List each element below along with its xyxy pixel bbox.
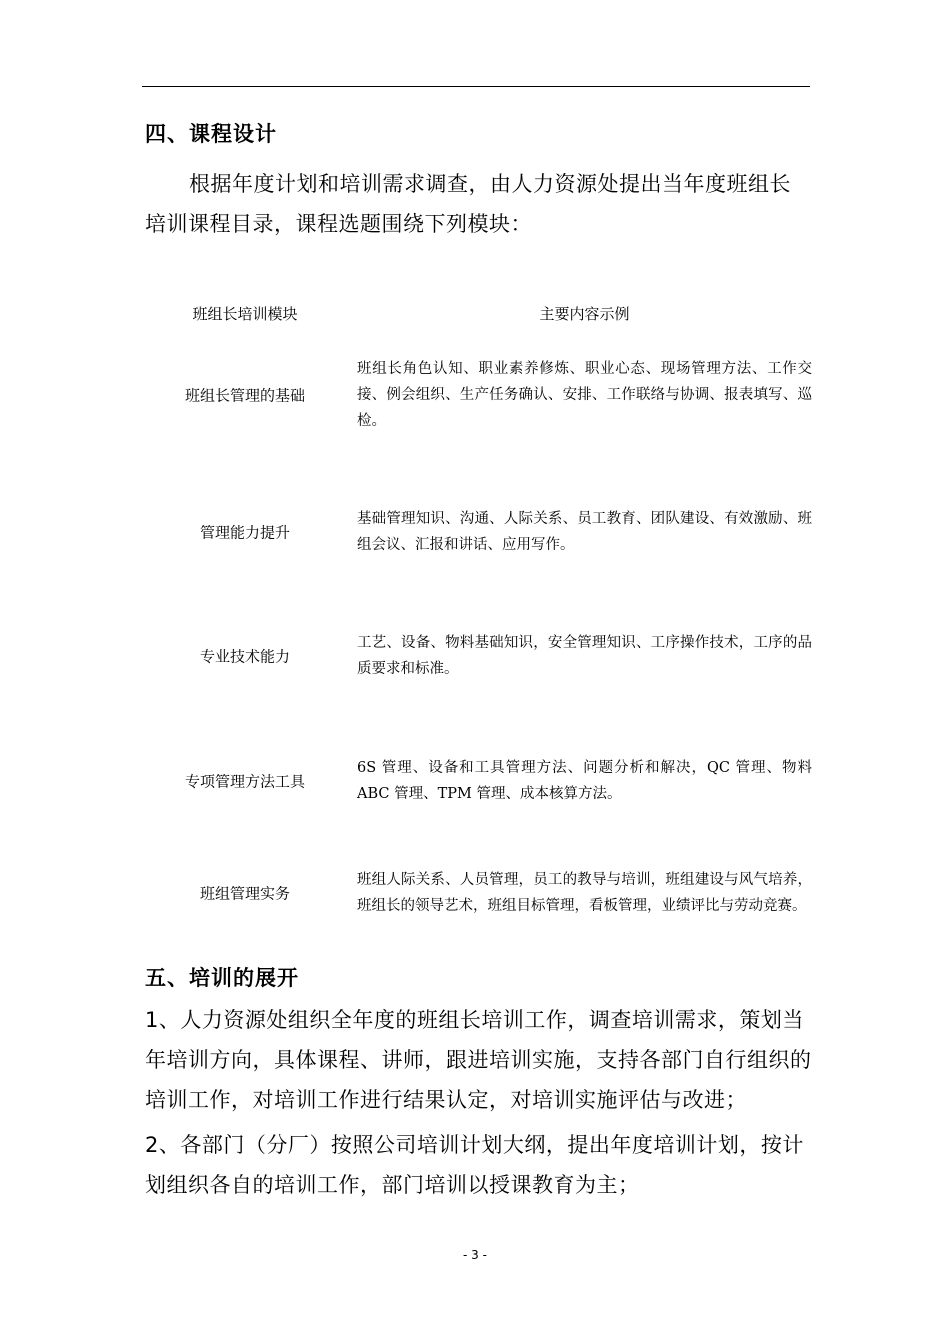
row-content: 工艺、设备、物料基础知识，安全管理知识、工序操作技术，工序的品质要求和标准。	[357, 635, 812, 677]
row-content: 班组人际关系、人员管理，员工的教导与培训，班组建设与风气培养，班组长的领导艺术，班组目标管理，看板管理，业绩评比与劳动竞赛。	[357, 872, 812, 914]
section4-intro	[145, 164, 813, 244]
section5-item-2: 2、各部门（分厂）按照公司培训计划大纲，提出年度培训计划，按计划组织各自的培训工作，部门培训以授课教育为主；	[145, 1133, 804, 1197]
table-row	[145, 853, 813, 933]
row-module: 管理能力提升	[199, 523, 290, 542]
section4-heading: 四、课程设计	[145, 122, 277, 146]
table-row	[145, 355, 813, 435]
section5-item-1: 1、人力资源处组织全年度的班组长培训工作，调查培训需求，策划当年培训方向，具体课程、讲师，跟进培训实施，支持各部门自行组织的培训工作，对培训工作进行结果认定，对培训实施评估与改进；	[145, 1008, 812, 1112]
table-row	[145, 741, 813, 821]
row-content: 6S 管理、设备和工具管理方法、问题分析和解决，QC 管理、物料 ABC 管理、TPM 管理、成本核算方法。	[357, 760, 812, 802]
table-header-module: 班组长培训模块	[192, 305, 298, 323]
row-module: 专业技术能力	[199, 647, 290, 666]
header-rule	[142, 86, 810, 87]
row-module: 班组长管理的基础	[184, 386, 305, 405]
table-row	[145, 492, 813, 572]
table-row	[145, 616, 813, 696]
row-module: 专项管理方法工具	[184, 772, 305, 791]
row-content: 基础管理知识、沟通、人际关系、员工教育、团队建设、有效激励、班组会议、汇报和讲话、应用写作。	[357, 511, 812, 553]
intro-line-2: 培训课程目录，课程选题围绕下列模块：	[145, 212, 532, 236]
table-header-content: 主要内容示例	[539, 305, 630, 323]
section5-heading: 五、培训的展开	[145, 966, 299, 990]
row-module: 班组管理实务	[199, 884, 290, 903]
intro-line-1: 根据年度计划和培训需求调查，由人力资源处提出当年度班组长	[189, 172, 791, 196]
row-content: 班组长角色认知、职业素养修炼、职业心态、现场管理方法、工作交接、例会组织、生产任务确认、安排、工作联络与协调、报表填写、巡检。	[357, 361, 812, 429]
page-number: - 3 -	[463, 1248, 487, 1262]
